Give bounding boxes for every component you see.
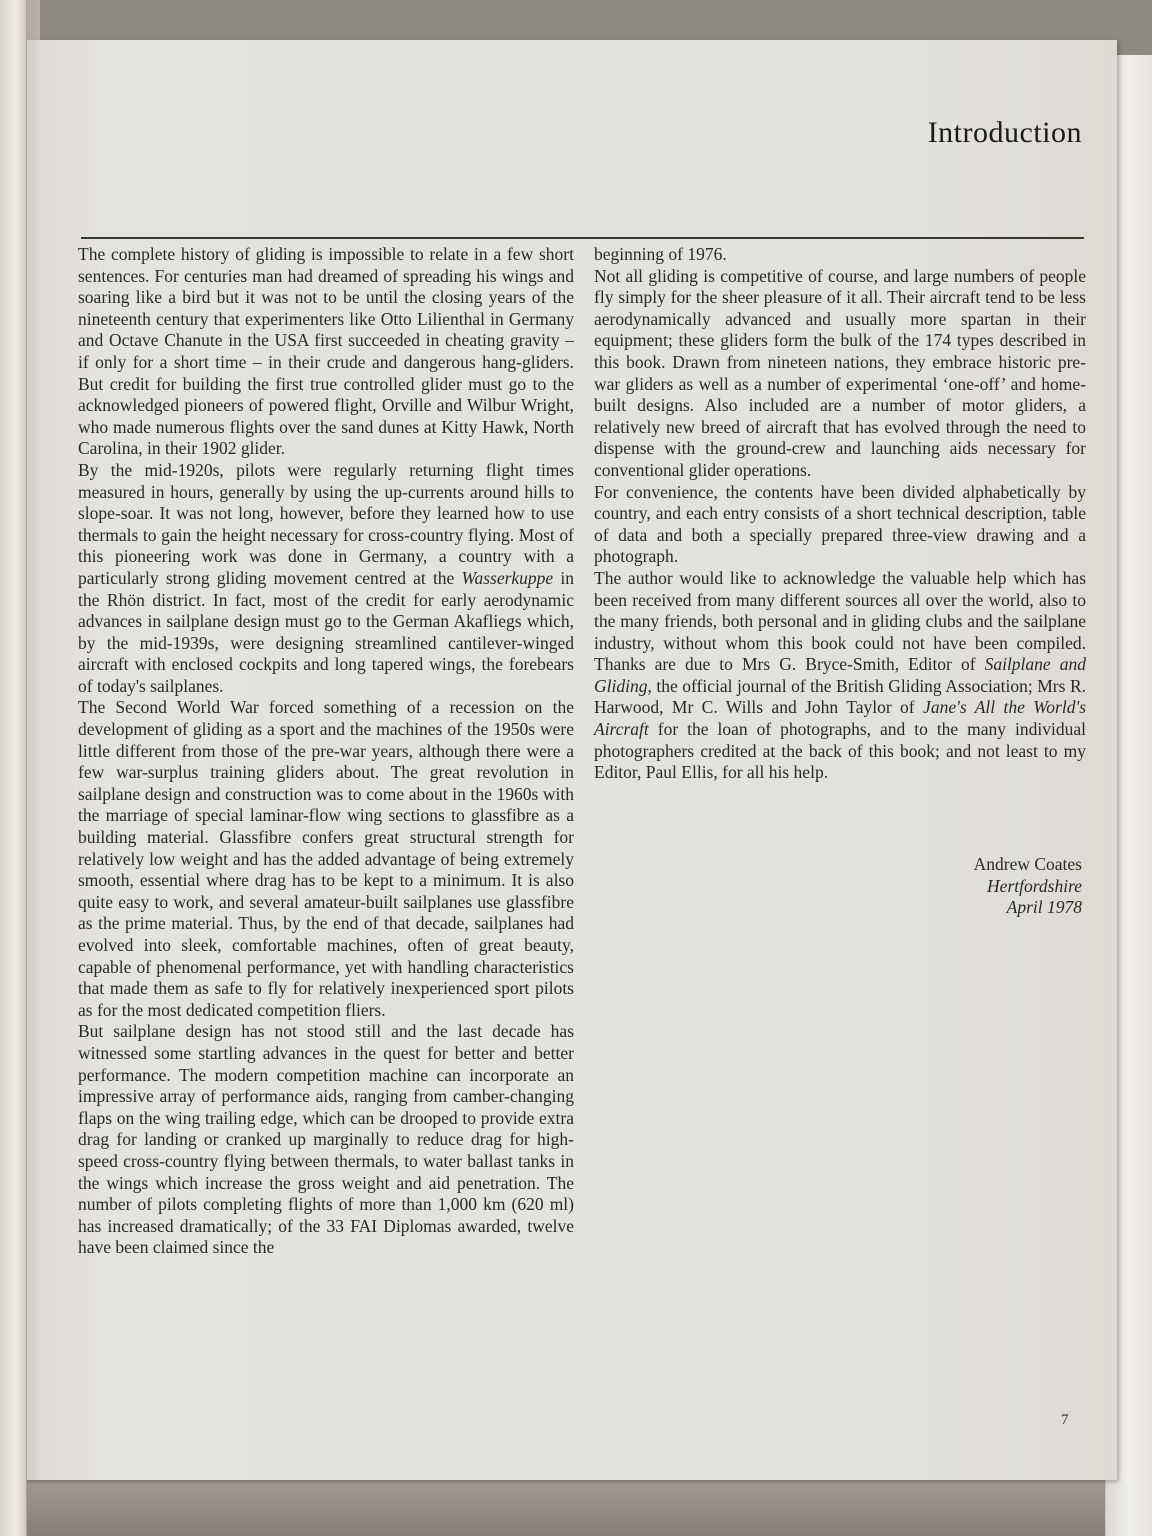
paragraph-acknowledgements <box>594 568 1086 784</box>
text-span: for the loan of photographs, and to the many individual photographers credited at the back of this book; and not least to my Editor, Paul Ellis, for all his help. <box>594 719 1086 783</box>
paragraph-second-world-war: The Second World War forced something of a recession on the development of gliding as a sport and the machines of the 1950s were little different from those of the pre-war years, although there were a few war-surplus training gliders about. The great revolution in sailplane design and construction was to come about in the 1960s with the marriage of special laminar-flow wing sections to glassfibre as a building material. Glassfibre confers great structural strength for relatively low weight and has the added advantage of being extremely smooth, essential where drag has to be kept to a minimum. It is also quite easy to work, and several amateur-built sailplanes use glassfibre as the prime material. Thus, by the end of that decade, sailplanes had evolved into sleek, comfortable machines, often of great beauty, capable of phenomenal performance, yet with handling characteristics that made them as safe to fly for relatively inexperienced sport pilots as for the most dedicated competition fliers. <box>78 697 574 1020</box>
background-bottom <box>0 1472 1152 1536</box>
paragraph-1920s <box>78 460 574 698</box>
text-span: The author would like to acknowledge the valuable help which has been received from many different sources all over the world, also to the many friends, both personal and in gliding clubs and the sailplane industry, without whom this book could not have been compiled. Thanks are due to Mrs G. Bryce-Smith, Editor of <box>594 567 1086 675</box>
text-span: By the mid-1920s, pilots were regularly returning flight times measured in hours, generally by using the up-currents around hills to slope-soar. It was not long, however, before they learned how to use thermals to gain the height necessary for cross-country flying. Most of this pioneering work was done in Germany, a country with a particularly strong gliding movement centred at the <box>78 459 574 588</box>
page-title: Introduction <box>927 116 1082 149</box>
paragraph-continued: beginning of 1976. <box>594 244 727 264</box>
book-spine-edge <box>0 0 27 1536</box>
italic-text: Jane's All the World's Aircraft <box>594 697 1087 740</box>
paragraph-recreational-gliding: Not all gliding is competitive of course, and large numbers of people fly simply for the sheer pleasure of it all. Their aircraft tend to be less aerodynamically advanced and usually more spartan in their equipment; these gliders form the bulk of the 174 types described in this book. Drawn from nineteen nations, they embrace historic pre-war gliders as well as a number of experimental ‘one-off’ and home-built designs. Also included are a number of motor gliders, a relatively new breed of aircraft that has evolved through the need to dispense with the ground-crew and launching aids necessary for conventional glider operations. <box>594 265 1086 480</box>
title-rule <box>81 237 1084 239</box>
italic-text: Sailplane and Gliding <box>594 654 1086 696</box>
text-span: , the official journal of the British Gliding Association; Mrs R. Harwood, Mr C. Wills and John Taylor of <box>594 675 1086 718</box>
paragraph-sailplane-design: But sailplane design has not stood still and the last decade has witnessed some startling advances in the quest for better and better performance. The modern competition machine can incorporate an impressive array of performance aids, ranging from camber-changing flaps on the wing trailing edge, which can be drooped to provide extra drag for landing or cranked up marginally to reduce drag for high-speed cross-country flying between thermals, to water ballast tanks in the wings which increase the gross weight and aid penetration. The number of pilots completing flights of more than 1,000 km (620 ml) has increased dramatically; of the 33 FAI Diplomas awarded, twelve have been claimed since the <box>78 1021 574 1258</box>
paragraph-contents: For convenience, the contents have been divided alphabetically by country, and each entry consists of a short technical description, table of data and both a specially prepared three-view drawing and a photograph. <box>594 481 1086 567</box>
book-page <box>22 40 1117 1480</box>
author-date: April 1978 <box>1006 897 1082 918</box>
italic-text: Wasserkuppe <box>461 567 554 588</box>
right-column <box>594 244 1086 784</box>
author-name: Andrew Coates <box>973 854 1082 874</box>
text-span: in the Rhön district. In fact, most of the credit for early aerodynamic advances in sailplane design must go to the German Akafliegs which, by the mid-1939s, were designing streamlined cantilever-winged aircraft with enclosed cockpits and long tapered wings, the forebears of today's sailplanes. <box>78 567 574 696</box>
page-number: 7 <box>1061 1412 1069 1428</box>
left-column <box>78 244 574 1259</box>
signature-block <box>892 854 1082 919</box>
author-place: Hertfordshire <box>987 875 1082 896</box>
paragraph-history: The complete history of gliding is impossible to relate in a few short sentences. For centuries man had dreamed of spreading his wings and soaring like a bird but it was not to be until the closing years of the nineteenth century that experimenters like Otto Lilienthal in Germany and Octave Chanute in the USA first succeeded in cheating gravity – if only for a short time – in their crude and dangerous hang-gliders. But credit for building the first true controlled glider must go to the acknowledged pioneers of powered flight, Orville and Wilbur Wright, who made numerous flights over the sand dunes at Kitty Hawk, North Carolina, in their 1902 glider. <box>78 244 574 459</box>
